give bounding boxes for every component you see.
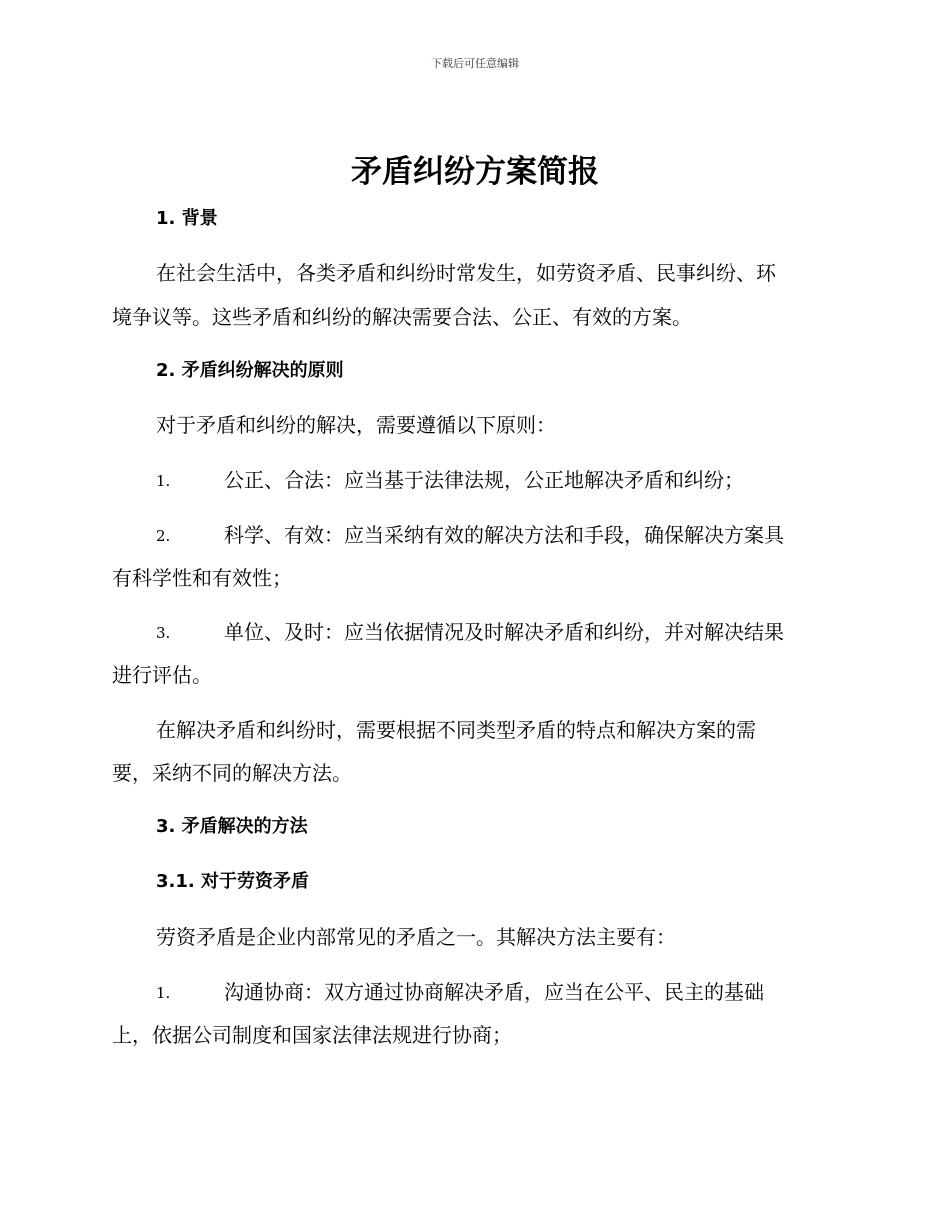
subsection-heading-labor: 3.1. 对于劳资矛盾 [156,871,309,892]
list-item-number: 1. [156,984,171,1002]
paragraph-line: 对于矛盾和纠纷的解决，需要遵循以下原则： [156,413,556,437]
paragraph-line: 要，采纳不同的解决方法。 [112,761,352,785]
paragraph-line: 在社会生活中，各类矛盾和纠纷时常发生，如劳资矛盾、民事纠纷、环 [156,261,776,285]
list-item-continuation: 进行评估。 [112,663,212,687]
document-title: 矛盾纠纷方案简报 [351,154,599,190]
list-item-number: 1. [156,472,171,490]
section-heading-background: 1. 背景 [156,208,218,229]
list-item-text: 公正、合法：应当基于法律法规，公正地解决矛盾和纠纷； [224,468,744,492]
paragraph-line: 境争议等。这些矛盾和纠纷的解决需要合法、公正、有效的方案。 [112,305,692,329]
paragraph-line: 在解决矛盾和纠纷时，需要根据不同类型矛盾的特点和解决方案的需 [156,718,756,742]
list-item-continuation: 上，依据公司制度和国家法律法规进行协商； [112,1023,512,1047]
list-item-number: 3. [156,624,171,642]
list-item-text: 科学、有效：应当采纳有效的解决方法和手段，确保解决方案具 [224,523,784,547]
list-item-continuation: 有科学性和有效性； [112,566,292,590]
section-heading-principles: 2. 矛盾纠纷解决的原则 [156,360,344,381]
list-item-text: 沟通协商：双方通过协商解决矛盾，应当在公平、民主的基础 [224,980,764,1004]
section-heading-methods: 3. 矛盾解决的方法 [156,816,308,837]
header-note: 下载后可任意编辑 [431,57,519,70]
list-item-number: 2. [156,527,171,545]
list-item-text: 单位、及时：应当依据情况及时解决矛盾和纠纷，并对解决结果 [224,620,784,644]
paragraph-line: 劳资矛盾是企业内部常见的矛盾之一。其解决方法主要有： [156,925,676,949]
